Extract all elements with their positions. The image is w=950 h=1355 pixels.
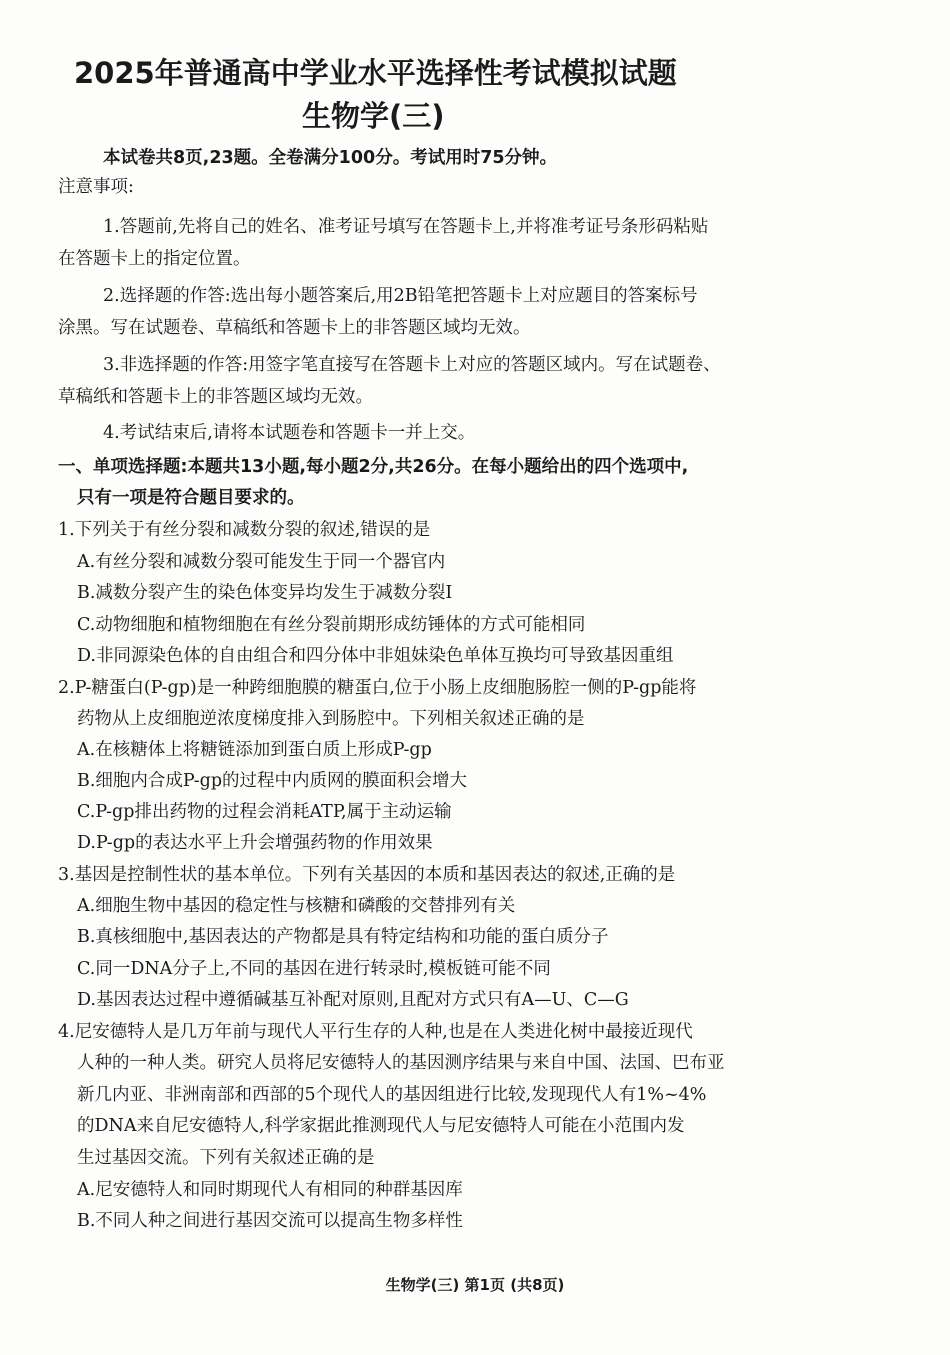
page-footer: 生物学(三) 第1页 (共8页) [385,1276,565,1294]
question-4-option-a: A.尼安德特人和同时期现代人有相同的种群基因库 [77,1180,463,1200]
note-3-line-1: 3.非选择题的作答:用签字笔直接写在答题卡上对应的答题区域内。写在试题卷、 [103,355,721,375]
note-4: 4.考试结束后,请将本试题卷和答题卡一并上交。 [103,423,476,443]
question-3-option-a: A.细胞生物中基因的稳定性与核糖和磷酸的交替排列有关 [77,896,516,916]
question-2-option-c: C.P-gp排出药物的过程会消耗ATP,属于主动运输 [77,802,452,822]
question-1-option-b: B.减数分裂产生的染色体变异均发生于减数分裂Ⅰ [77,583,453,603]
question-4-stem-line-5: 生过基因交流。下列有关叙述正确的是 [77,1148,375,1168]
question-4-stem-line-3: 新几内亚、非洲南部和西部的5个现代人的基因组进行比较,发现现代人有1%~4% [77,1085,707,1105]
question-4-stem-line-2: 人种的一种人类。研究人员将尼安德特人的基因测序结果与来自中国、法国、巴布亚 [77,1053,725,1073]
exam-title: 2025年普通高中学业水平选择性考试模拟试题 [74,56,677,90]
question-1-option-c: C.动物细胞和植物细胞在有丝分裂前期形成纺锤体的方式可能相同 [77,615,586,635]
question-2-option-b: B.细胞内合成P-gp的过程中内质网的膜面积会增大 [77,771,468,791]
note-1-line-1: 1.答题前,先将自己的姓名、准考证号填写在答题卡上,并将准考证号条形码粘贴 [103,217,709,237]
section-heading-line-1: 一、单项选择题:本题共13小题,每小题2分,共26分。在每小题给出的四个选项中, [58,457,689,477]
question-1-option-a: A.有丝分裂和减数分裂可能发生于同一个器官内 [77,552,446,572]
question-2-option-a: A.在核糖体上将糖链添加到蛋白质上形成P-gp [77,740,432,760]
question-3-option-c: C.同一DNA分子上,不同的基因在进行转录时,模板链可能不同 [77,959,551,979]
note-1-line-2: 在答题卡上的指定位置。 [58,249,251,269]
question-4-option-b: B.不同人种之间进行基因交流可以提高生物多样性 [77,1211,463,1231]
question-2-option-d: D.P-gp的表达水平上升会增强药物的作用效果 [77,833,433,853]
exam-subtitle: 生物学(三) [302,99,445,133]
question-4-stem-line-1: 4.尼安德特人是几万年前与现代人平行生存的人种,也是在人类进化树中最接近现代 [58,1022,693,1042]
question-1-option-d: D.非同源染色体的自由组合和四分体中非姐妹染色单体互换均可导致基因重组 [77,646,674,666]
question-4-stem-line-4: 的DNA来自尼安德特人,科学家据此推测现代人与尼安德特人可能在小范围内发 [77,1116,685,1136]
note-2-line-1: 2.选择题的作答:选出每小题答案后,用2B铅笔把答题卡上对应题目的答案标号 [103,286,698,306]
question-3-option-d: D.基因表达过程中遵循碱基互补配对原则,且配对方式只有A—U、C—G [77,990,629,1010]
question-2-stem-line-2: 药物从上皮细胞逆浓度梯度排入到肠腔中。下列相关叙述正确的是 [77,709,585,729]
question-2-stem-line-1: 2.P-糖蛋白(P-gp)是一种跨细胞膜的糖蛋白,位于小肠上皮细胞肠腔一侧的P-gp能将 [58,678,697,698]
question-3-option-b: B.真核细胞中,基因表达的产物都是具有特定结构和功能的蛋白质分子 [77,927,609,947]
question-3-stem: 3.基因是控制性状的基本单位。下列有关基因的本质和基因表达的叙述,正确的是 [58,865,676,885]
question-1-stem: 1.下列关于有丝分裂和减数分裂的叙述,错误的是 [58,520,431,540]
note-2-line-2: 涂黑。写在试题卷、草稿纸和答题卡上的非答题区域均无效。 [58,318,531,338]
notes-heading: 注意事项: [58,177,134,197]
exam-info: 本试卷共8页,23题。全卷满分100分。考试用时75分钟。 [103,148,558,168]
note-3-line-2: 草稿纸和答题卡上的非答题区域均无效。 [58,387,373,407]
section-heading-line-2: 只有一项是符合题目要求的。 [77,488,305,508]
